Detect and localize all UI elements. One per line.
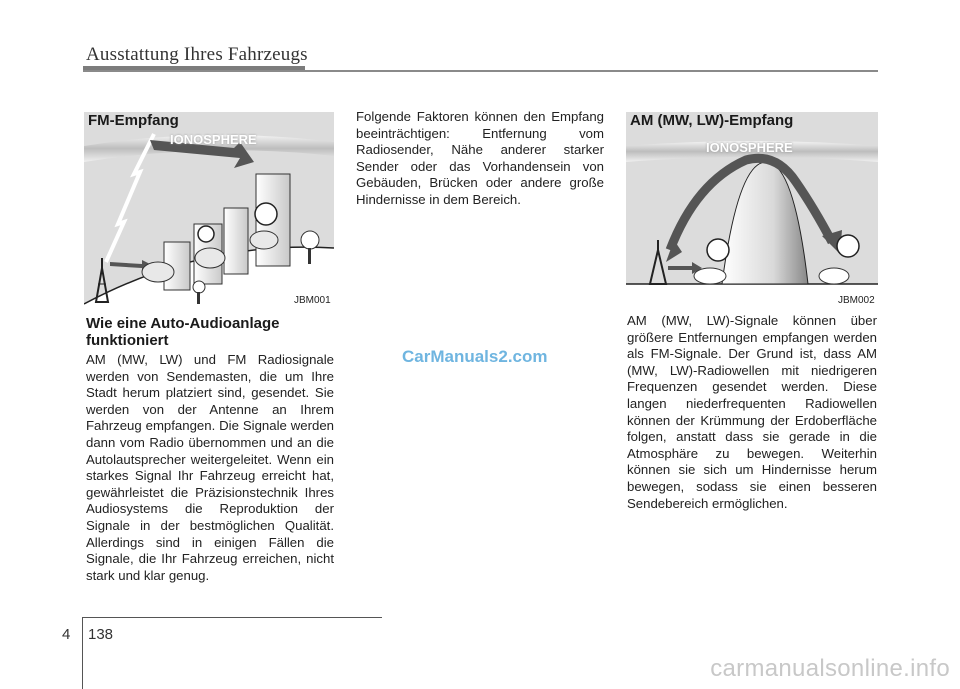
am-ionosphere-label: IONOSPHERE xyxy=(706,140,793,155)
fm-figure-code: JBM001 xyxy=(294,295,331,306)
section-heading-line2: funktioniert xyxy=(86,332,169,349)
am-figure-code: JBM002 xyxy=(838,295,875,306)
am-reception-figure xyxy=(626,112,878,310)
header-rule-thin xyxy=(83,70,878,72)
page-number: 138 xyxy=(88,626,114,643)
footer-vrule xyxy=(82,617,83,689)
section-heading-line1: Wie eine Auto-Audioanlage xyxy=(86,315,280,332)
radio-tower-icon xyxy=(650,240,666,284)
section-heading xyxy=(86,315,336,349)
footer-brand-watermark: carmanualsonline.info xyxy=(710,655,950,682)
page-header-title: Ausstattung Ihres Fahrzeugs xyxy=(86,44,308,65)
fm-reception-figure xyxy=(84,112,334,310)
watermark-link[interactable]: CarManuals2.com xyxy=(402,347,548,366)
am-figure-title: AM (MW, LW)-Empfang xyxy=(630,112,794,129)
footer-hrule xyxy=(82,617,382,618)
section-number: 4 xyxy=(62,626,71,643)
fm-figure-title: FM-Empfang xyxy=(88,112,179,129)
fm-ionosphere-label: IONOSPHERE xyxy=(170,132,257,147)
left-paragraph: AM (MW, LW) und FM Radiosignale werden von Sendemasten, die um Ihre Stadt herum platziert sind, gesendet. Sie werden von der Antenne an Ihrem Fahrzeug empfangen. Die Signale werden dann vom Radio übernommen und an die Autolautsprecher weitergeleitet. Wenn ein starkes Signal Ihr Fahrzeug erreicht hat, gewährleistet die Präzisionstechnik Ihres Audiosystems die Reproduktion der Signale in der bestmöglichen Qualität. Allerdings sind in einigen Fällen die Signale, die Ihr Fahrzeug erreichen, nicht stark und klar genug. xyxy=(86,352,334,583)
middle-paragraph: Folgende Faktoren können den Empfang beeinträchtigen: Entfernung vom Radiosender, Nähe anderer starker Sender oder das Vorhandensein von Gebäuden, Brücken oder andere große Hindernisse in dem Bereich. xyxy=(356,109,604,207)
right-paragraph: AM (MW, LW)-Signale können über größere Entfernungen empfangen werden als FM-Signale. Der Grund ist, dass AM (MW, LW)-Radiowellen mit niedrigeren Frequenzen gesendet werden. Diese langen niederfrequenten Radiowellen können der Krümmung der Erdoberfläche folgen, anstatt dass sie gerade in die Atmosphäre zu bewegen. Weiterhin können sie sich um Hindernisse herum bewegen, sodass sie einen besseren Sendebereich ermöglichen. xyxy=(627,313,877,511)
